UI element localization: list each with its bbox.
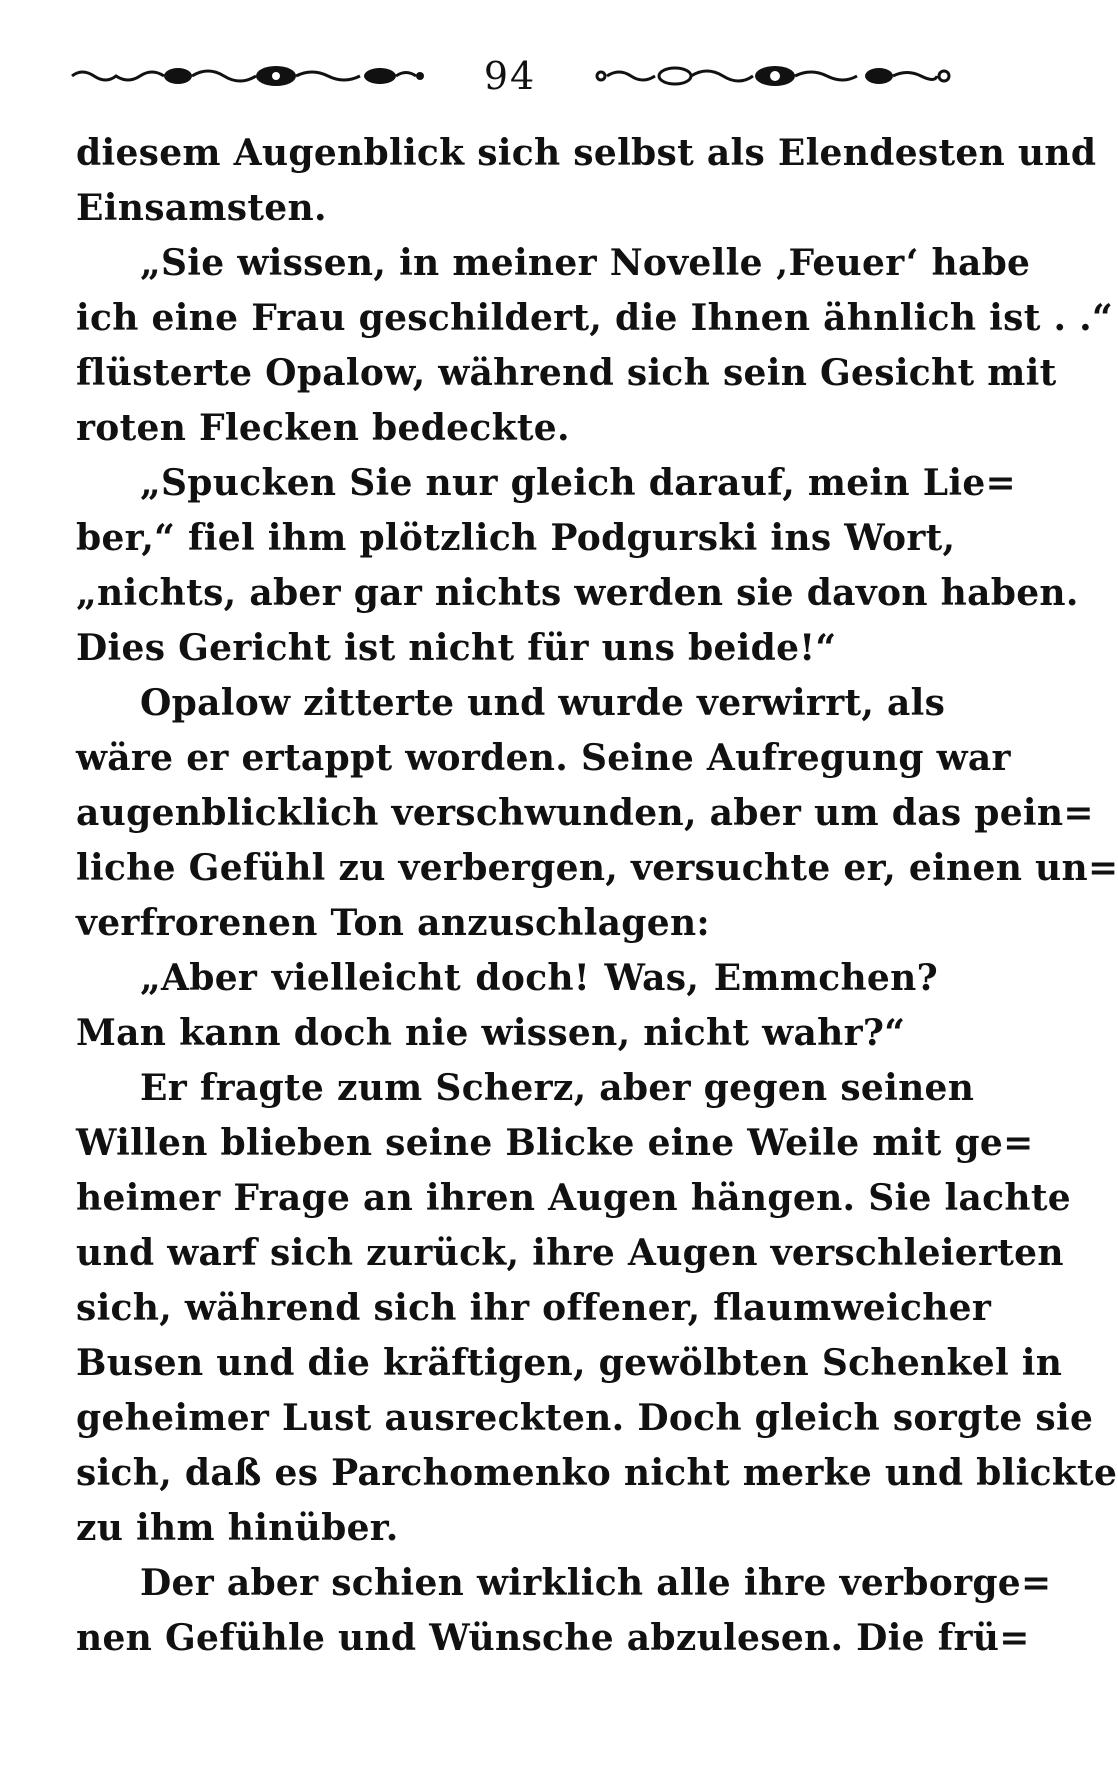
left-ornament-icon xyxy=(70,64,425,88)
text-line: Dies Gericht ist nicht für uns beide!“ xyxy=(76,627,837,669)
text-line: liche Gefühl zu verbergen, versuchte er, einen un= xyxy=(76,847,1118,889)
text-line: augenblicklich verschwunden, aber um das pein= xyxy=(76,792,1094,834)
text-line: Man kann doch nie wissen, nicht wahr?“ xyxy=(76,1012,906,1054)
page-header xyxy=(70,50,950,102)
text-line: „Aber vielleicht doch! Was, Emmchen? xyxy=(140,957,938,999)
text-line: „Spucken Sie nur gleich darauf, mein Lie= xyxy=(140,462,1017,504)
text-line: flüsterte Opalow, während sich sein Gesicht mit xyxy=(76,352,1057,394)
text-line: ich eine Frau geschildert, die Ihnen ähnlich ist . .“ xyxy=(76,297,1113,339)
text-line: „nichts, aber gar nichts werden sie davon haben. xyxy=(76,572,1079,614)
text-line: zu ihm hinüber. xyxy=(76,1507,399,1549)
text-line: verfrorenen Ton anzuschlagen: xyxy=(76,902,711,944)
text-line: Der aber schien wirklich alle ihre verborge= xyxy=(140,1562,1052,1604)
text-line: nen Gefühle und Wünsche abzulesen. Die frü= xyxy=(76,1617,1030,1659)
text-line: und warf sich zurück, ihre Augen verschleierten xyxy=(76,1232,1064,1274)
text-line: ber,“ fiel ihm plötzlich Podgurski ins Wort, xyxy=(76,517,956,559)
text-line: „Sie wissen, in meiner Novelle ‚Feuer‘ habe xyxy=(140,242,1031,284)
text-line: Er fragte zum Scherz, aber gegen seinen xyxy=(140,1067,975,1109)
text-line: Willen blieben seine Blicke eine Weile mit ge= xyxy=(76,1122,1034,1164)
text-line: sich, daß es Parchomenko nicht merke und blickte xyxy=(76,1452,1118,1494)
text-line: Opalow zitterte und wurde verwirrt, als xyxy=(140,682,946,724)
text-line: geheimer Lust ausreckten. Doch gleich sorgte sie xyxy=(76,1397,1094,1439)
text-line: heimer Frage an ihren Augen hängen. Sie lachte xyxy=(76,1177,1071,1219)
text-line: sich, während sich ihr offener, flaumweicher xyxy=(76,1287,992,1329)
text-line: wäre er ertappt worden. Seine Aufregung war xyxy=(76,737,1011,779)
text-line: Busen und die kräftigen, gewölbten Schenkel in xyxy=(76,1342,1063,1384)
text-line: roten Flecken bedeckte. xyxy=(76,407,570,449)
right-ornament-icon xyxy=(595,64,950,88)
page-number: 94 xyxy=(483,54,537,98)
text-line: Einsamsten. xyxy=(76,187,327,229)
text-line: diesem Augenblick sich selbst als Elendesten und xyxy=(76,132,1097,174)
body-text xyxy=(76,126,1118,1666)
